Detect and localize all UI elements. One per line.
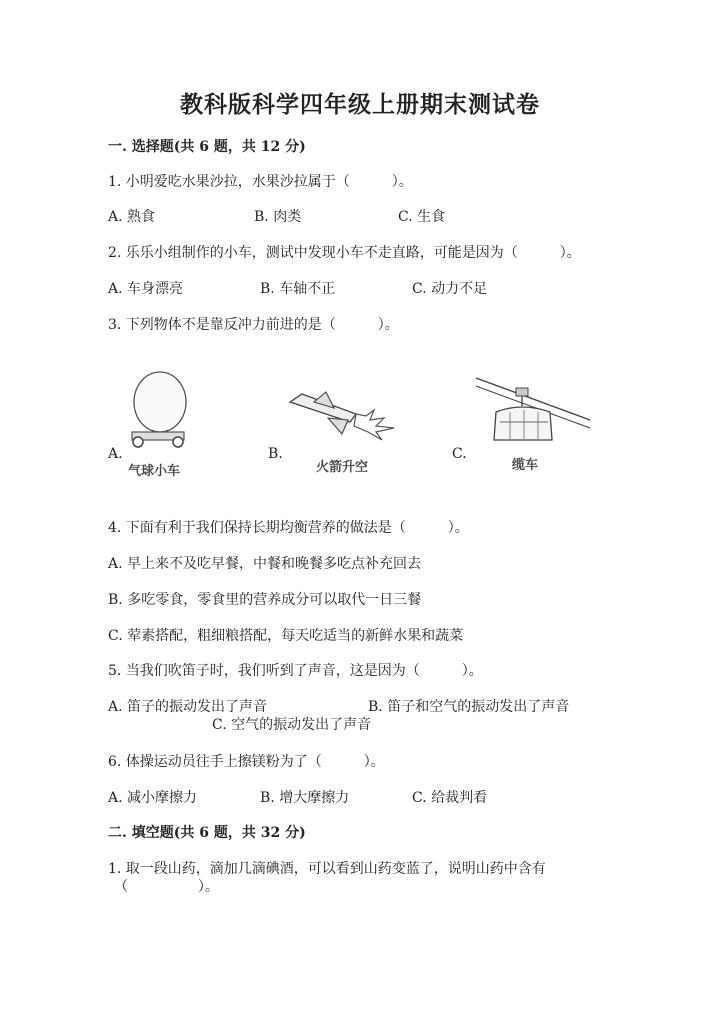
q6-option-c[interactable]: C. 给裁判看	[412, 790, 488, 806]
q6-option-a[interactable]: A. 减小摩擦力	[108, 790, 198, 806]
question-2: 2. 乐乐小组制作的小车，测试中发现小车不走直路，可能是因为（ ）。	[108, 245, 581, 261]
fill-question-1: 1. 取一段山药，滴加几滴碘酒，可以看到山药变蓝了，说明山药中含有	[108, 861, 546, 877]
cable-car-label: 缆车	[512, 458, 539, 473]
q4-option-a[interactable]: A. 早上来不及吃早餐，中餐和晚餐多吃点补充回去	[108, 556, 422, 572]
question-6: 6. 体操运动员往手上擦镁粉为了（ ）。	[108, 754, 385, 770]
q5-option-a[interactable]: A. 笛子的振动发出了声音	[108, 699, 268, 715]
q1-option-c[interactable]: C. 生食	[398, 209, 446, 225]
q3-option-c[interactable]: C.	[452, 446, 467, 462]
question-3: 3. 下列物体不是靠反冲力前进的是（ ）。	[108, 317, 399, 333]
q5-option-b[interactable]: B. 笛子和空气的振动发出了声音	[368, 699, 570, 715]
q6-option-b[interactable]: B. 增大摩擦力	[260, 790, 350, 806]
cable-car-icon	[474, 376, 592, 448]
question-1: 1. 小明爱吃水果沙拉，水果沙拉属于（ ）。	[108, 174, 413, 190]
section-heading-choice: 一. 选择题(共 6 题，共 12 分)	[108, 139, 306, 155]
q4-option-c[interactable]: C. 荤素搭配，粗细粮搭配，每天吃适当的新鲜水果和蔬菜	[108, 628, 464, 644]
question-5: 5. 当我们吹笛子时，我们听到了声音，这是因为（ ）。	[108, 663, 483, 679]
q4-option-b[interactable]: B. 多吃零食，零食里的营养成分可以取代一日三餐	[108, 592, 422, 608]
q2-option-c[interactable]: C. 动力不足	[412, 281, 488, 297]
q3-option-a[interactable]: A.	[108, 446, 123, 462]
q5-option-c[interactable]: C. 空气的振动发出了声音	[212, 717, 372, 733]
rocket-label: 火箭升空	[316, 460, 369, 475]
q3-option-b[interactable]: B.	[268, 446, 283, 462]
rocket-icon	[284, 388, 410, 446]
balloon-car-label: 气球小车	[128, 464, 181, 479]
section-heading-fill: 二. 填空题(共 6 题，共 32 分)	[108, 825, 306, 841]
question-4: 4. 下面有利于我们保持长期均衡营养的做法是（ ）。	[108, 520, 469, 536]
fill-question-1-blank[interactable]: （ ）。	[114, 879, 219, 895]
balloon-car-icon	[122, 370, 198, 450]
q2-option-b[interactable]: B. 车轴不正	[260, 281, 336, 297]
q1-option-a[interactable]: A. 熟食	[108, 209, 156, 225]
q2-option-a[interactable]: A. 车身漂亮	[108, 281, 184, 297]
page-title: 教科版科学四年级上册期末测试卷	[180, 91, 540, 118]
q1-option-b[interactable]: B. 肉类	[254, 209, 302, 225]
